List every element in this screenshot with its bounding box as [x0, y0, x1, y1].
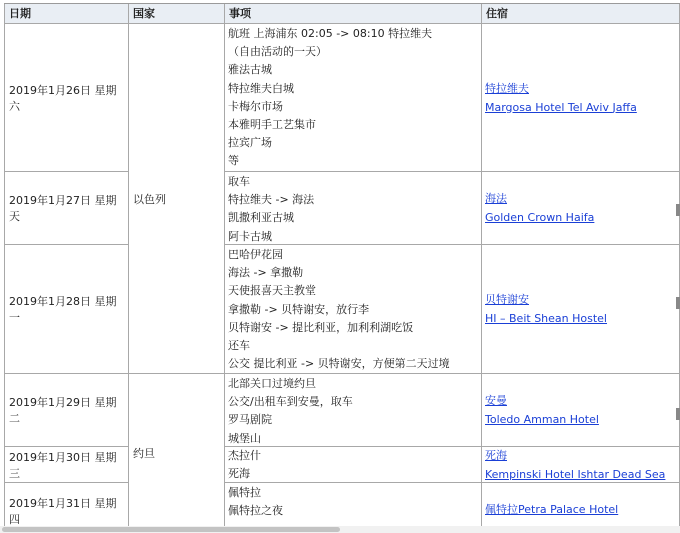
items-cell: [225, 24, 482, 172]
stay-cell: [482, 24, 680, 172]
item-line: 佩特拉: [228, 486, 261, 499]
date-label: 2019年1月29日 星期二: [9, 396, 117, 425]
item-line: 罗马剧院: [228, 413, 272, 427]
item-line: （自由活动的一天）: [228, 45, 327, 59]
items-cell: [225, 245, 482, 374]
date-cell: [4, 172, 129, 245]
date-label: 2019年1月31日 星期四: [9, 497, 117, 526]
item-line: 阿卡古城: [228, 229, 272, 243]
stay-cell: [482, 447, 680, 483]
item-line: 还车: [228, 339, 250, 353]
item-line: 取车: [228, 175, 250, 188]
itinerary-table: [4, 3, 680, 533]
item-line: 北部关口过境约旦: [228, 377, 316, 390]
stay-city-link[interactable]: 贝特谢安: [485, 293, 529, 306]
item-line: 贝特谢安 -> 提比利亚，加利利湖吃饭: [228, 320, 414, 334]
hotel-link[interactable]: 佩特拉Petra Palace Hotel: [485, 503, 619, 516]
item-line: 本雅明手工艺集市: [228, 118, 316, 132]
stay-city-link[interactable]: 特拉维夫: [485, 81, 529, 95]
item-line: 凯撒利亚古城: [228, 211, 294, 225]
item-line: 城堡山: [228, 431, 261, 445]
hotel-link[interactable]: Kempinski Hotel Ishtar Dead Sea: [485, 467, 666, 481]
item-line: 公交 提比利亚 -> 贝特谢安，方便第二天过境: [228, 357, 450, 371]
item-line: 雅法古城: [228, 63, 272, 77]
item-line: 佩特拉之夜: [228, 504, 283, 518]
items-cell: [225, 172, 482, 245]
item-line: 死海: [228, 467, 250, 481]
item-line: 公交/出租车到安曼，取车: [228, 395, 353, 409]
items-cell: [225, 447, 482, 483]
item-line: 等: [228, 154, 239, 168]
item-line: 巴哈伊花园: [228, 248, 283, 261]
hotel-link[interactable]: Golden Crown Haifa: [485, 211, 595, 224]
country-label: 约旦: [133, 447, 155, 460]
header-stay: 住宿: [482, 4, 680, 24]
stay-city-link[interactable]: 安曼: [485, 394, 507, 407]
horizontal-scrollbar[interactable]: [0, 526, 680, 533]
country-cell: [129, 24, 225, 374]
date-cell: [4, 24, 129, 172]
header-date: 日期: [4, 4, 129, 24]
date-cell: [4, 374, 129, 447]
hotel-link[interactable]: Margosa Hotel Tel Aviv Jaffa: [485, 100, 637, 114]
hotel-link[interactable]: Toledo Amman Hotel: [485, 413, 599, 426]
date-cell: [4, 245, 129, 374]
date-label: 2019年1月28日 星期一: [9, 295, 117, 324]
date-label: 2019年1月26日 星期六: [9, 83, 117, 113]
item-line: 拉宾广场: [228, 136, 272, 150]
stay-city-link[interactable]: 海法: [485, 192, 507, 205]
items-cell: [225, 374, 482, 447]
stay-city-link[interactable]: 死海: [485, 448, 507, 462]
header-items: 事项: [225, 4, 482, 24]
date-cell: [4, 447, 129, 483]
country-label: 以色列: [133, 192, 166, 206]
header-country: 国家: [129, 4, 225, 24]
stay-cell: [482, 172, 680, 245]
stay-cell: [482, 245, 680, 374]
item-line: 天使报喜天主教堂: [228, 284, 316, 298]
item-line: 拿撒勒 -> 贝特谢安，放行李: [228, 302, 370, 316]
item-line: 特拉维夫 -> 海法: [228, 193, 315, 207]
clipped-column-mark: [676, 204, 680, 216]
item-line: 杰拉什: [228, 449, 261, 462]
item-line: 海法 -> 拿撒勒: [228, 266, 304, 280]
scrollbar-thumb[interactable]: [2, 527, 340, 532]
hotel-link[interactable]: HI – Beit Shean Hostel: [485, 312, 607, 325]
date-label: 2019年1月30日 星期三: [9, 450, 117, 480]
item-line: 航班 上海浦东 02:05 -> 08:10 特拉维夫: [228, 27, 433, 40]
country-cell: [129, 374, 225, 533]
clipped-column-mark: [676, 297, 680, 309]
clipped-column-mark: [676, 408, 680, 420]
date-label: 2019年1月27日 星期天: [9, 194, 117, 223]
item-line: 卡梅尔市场: [228, 99, 283, 113]
stay-cell: [482, 374, 680, 447]
item-line: 特拉维夫白城: [228, 81, 294, 95]
